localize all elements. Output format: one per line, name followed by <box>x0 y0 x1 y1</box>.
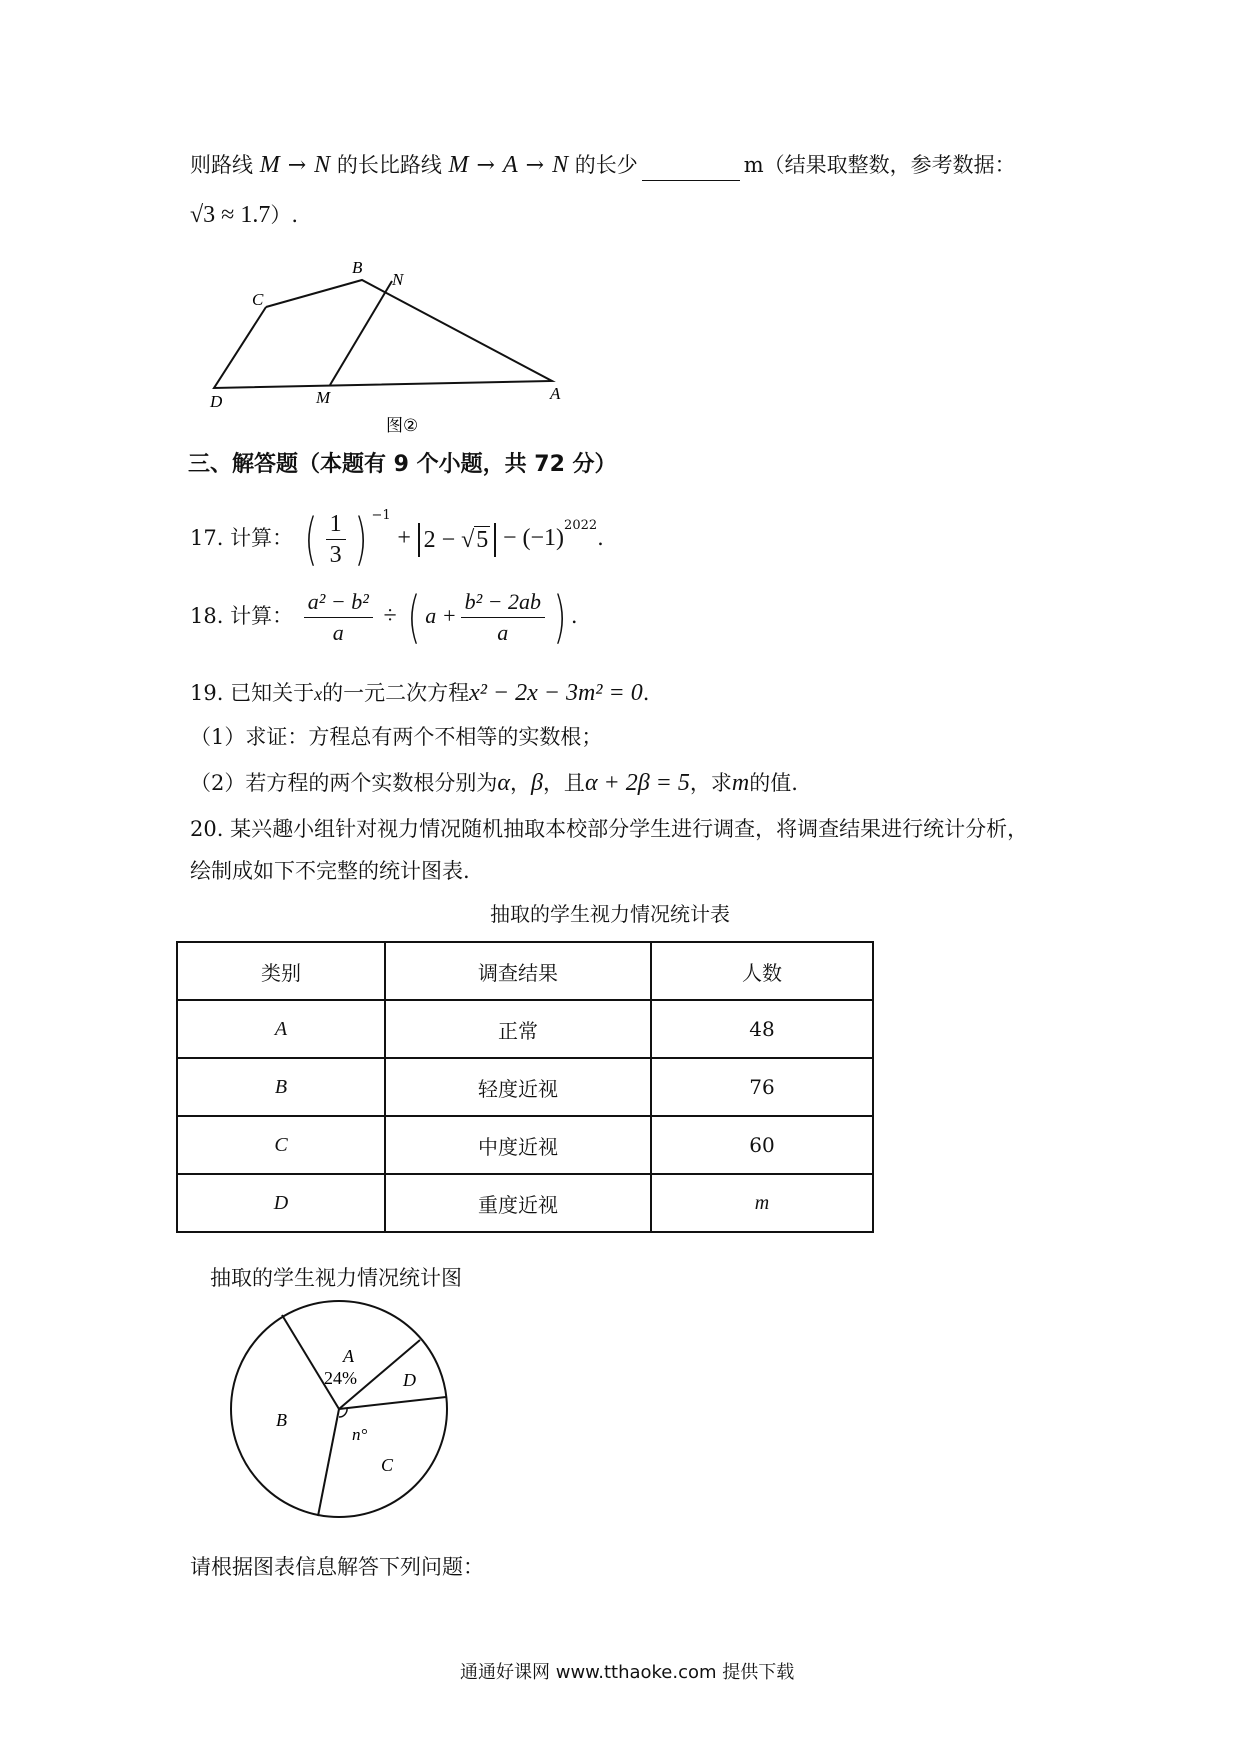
var-n: N <box>314 152 331 178</box>
label-b: B <box>352 258 363 277</box>
ref-value: 3 ≈ 1.7 <box>203 202 271 228</box>
angle-label: n° <box>352 1425 368 1444</box>
header-category: 类别 <box>177 942 385 1000</box>
q16-note: m（结果取整数，参考数据： <box>743 153 1016 177</box>
q18-number: 18. 计算： <box>190 604 294 628</box>
var-m: m <box>731 770 750 796</box>
exponent: 2022 <box>564 518 598 533</box>
var-m: M <box>259 152 280 178</box>
plus-sign: + <box>397 525 411 551</box>
cell-count: m <box>651 1174 873 1232</box>
q17-end: . <box>597 526 604 550</box>
pie-title: 抽取的学生视力情况统计图 <box>210 1266 462 1290</box>
q19-part1: （1）求证：方程总有两个不相等的实数根； <box>190 725 603 749</box>
var-n: N <box>552 152 569 178</box>
arrow-icon: → <box>476 153 495 178</box>
inner-term: a + <box>425 603 457 628</box>
cell-count: 48 <box>651 1000 873 1058</box>
label-d: D <box>210 392 223 411</box>
cell-category: C <box>177 1116 385 1174</box>
divide-sign: ÷ <box>383 603 397 629</box>
q16-text: 的长比路线 <box>336 153 442 177</box>
abs-expression <box>418 523 497 557</box>
q19-text: ，求 <box>689 771 732 795</box>
table-header-row <box>177 942 873 1000</box>
q17-tail: − (−1) <box>502 525 565 551</box>
cell-count: 76 <box>651 1058 873 1116</box>
q16-text: 则路线 <box>190 153 253 177</box>
header-result: 调查结果 <box>385 942 651 1000</box>
paren-right-icon: ) <box>553 584 567 650</box>
table-row <box>177 1000 873 1058</box>
q16-line1 <box>190 150 1016 181</box>
q19-stem <box>190 678 649 709</box>
pie-label-c: C <box>381 1455 394 1475</box>
figure-2 <box>200 255 580 435</box>
var-m: M <box>448 152 469 178</box>
table-title: 抽取的学生视力情况统计表 <box>490 902 730 926</box>
stats-table <box>176 941 874 1233</box>
fraction-one-third <box>326 509 346 570</box>
q16-line2 <box>190 200 298 230</box>
sqrt-arg: 5 <box>476 526 489 553</box>
label-m: M <box>316 388 331 407</box>
paren-left-icon: ( <box>304 506 318 572</box>
cell-category: D <box>177 1174 385 1232</box>
q20-line1: 20. 某兴趣小组针对视力情况随机抽取本校部分学生进行调查，将调查结果进行统计分析， <box>190 817 1029 841</box>
q19-text: 19. 已知关于 <box>190 681 315 705</box>
cell-category: A <box>177 1000 385 1058</box>
pie-divider <box>339 1397 446 1409</box>
fraction-2 <box>461 587 545 648</box>
paren-right-icon: ) <box>353 506 368 572</box>
q20-line2: 绘制成如下不完整的统计图表. <box>190 859 470 883</box>
cell-result: 中度近视 <box>385 1116 651 1174</box>
q19-end: . <box>642 681 650 705</box>
pie-divider <box>318 1409 339 1516</box>
label-c: C <box>252 290 264 309</box>
frac-den: 3 <box>329 542 342 568</box>
pie-label-a: A <box>343 1346 354 1366</box>
cell-category: B <box>177 1058 385 1116</box>
pie-pct-a: 24% <box>324 1368 357 1388</box>
cell-result: 重度近视 <box>385 1174 651 1232</box>
q18-end: . <box>570 604 578 628</box>
q19-part2 <box>190 768 798 798</box>
q16-text: 的长少 <box>574 153 638 177</box>
q19-comma: ， <box>509 771 531 795</box>
header-count: 人数 <box>651 942 873 1000</box>
label-a: A <box>550 384 561 403</box>
label-n: N <box>392 270 404 289</box>
pie-label-d: D <box>403 1370 416 1390</box>
pie-divider <box>282 1315 339 1409</box>
q16-close: ）. <box>270 203 299 227</box>
exponent: −1 <box>371 508 391 523</box>
fraction-1 <box>304 587 373 648</box>
frac-num: 1 <box>326 509 346 540</box>
equation: x² − 2x − 3m² = 0 <box>469 680 643 706</box>
var-a: A <box>502 152 518 178</box>
q17 <box>190 504 604 570</box>
closing-line: 请根据图表信息解答下列问题： <box>190 1555 484 1579</box>
cell-count: 60 <box>651 1116 873 1174</box>
abs-text: 2 − <box>423 526 462 553</box>
pie-chart <box>226 1296 456 1526</box>
frac-den: a <box>497 620 509 645</box>
q19-text: ，且 <box>542 771 585 795</box>
table-row <box>177 1116 873 1174</box>
q19-text: （2）若方程的两个实数根分别为 <box>190 771 498 795</box>
sqrt-icon: √ <box>190 202 204 228</box>
sqrt-icon: √ <box>461 526 475 553</box>
var-beta: β <box>530 770 543 796</box>
q17-number: 17. 计算： <box>190 526 294 550</box>
q18 <box>190 586 578 648</box>
frac-den: a <box>332 620 344 645</box>
q19-text: 的一元二次方程 <box>322 681 470 705</box>
pie-label-b: B <box>276 1410 287 1430</box>
arrow-icon: → <box>525 153 545 178</box>
cell-result: 轻度近视 <box>385 1058 651 1116</box>
cell-result: 正常 <box>385 1000 651 1058</box>
paren-left-icon: ( <box>407 584 421 650</box>
var-alpha: α <box>497 770 510 796</box>
table-row <box>177 1058 873 1116</box>
frac-num: b² − 2ab <box>461 587 545 618</box>
frac-num: a² − b² <box>304 587 373 618</box>
condition: α + 2β = 5 <box>584 770 690 796</box>
page-footer: 通通好课网 www.tthaoke.com 提供下载 <box>460 1662 795 1683</box>
figure-caption: 图② <box>386 416 419 435</box>
section-heading: 三、解答题（本题有 9 个小题，共 72 分） <box>188 452 617 477</box>
answer-blank[interactable] <box>642 160 740 181</box>
q19-text: 的值. <box>749 771 798 795</box>
table-row <box>177 1174 873 1232</box>
arrow-icon: → <box>287 153 307 178</box>
var-x: x <box>314 684 323 704</box>
